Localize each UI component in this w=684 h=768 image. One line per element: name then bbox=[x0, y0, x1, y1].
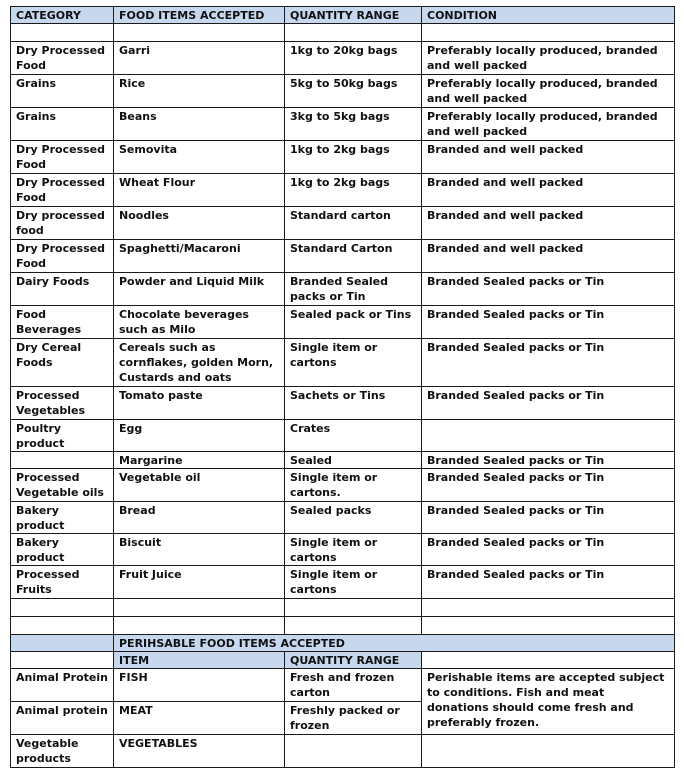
row-quantity: 1kg to 20kg bags bbox=[285, 42, 422, 75]
row-food-item: Beans bbox=[114, 108, 285, 141]
row-food-item: Rice bbox=[114, 75, 285, 108]
row-condition: Branded Sealed packs or Tin bbox=[422, 387, 675, 420]
document-page bbox=[10, 6, 675, 768]
row-quantity: Branded Sealed packs or Tin bbox=[285, 273, 422, 306]
row-condition: Preferably locally produced, branded and well packed bbox=[422, 108, 675, 141]
row-category: Grains bbox=[11, 108, 114, 141]
table-row bbox=[11, 240, 675, 273]
perishable-item-header: ITEM bbox=[114, 652, 285, 669]
row-category: Dairy Foods bbox=[11, 273, 114, 306]
row-condition bbox=[422, 420, 675, 452]
row-category: Dry Processed Food bbox=[11, 240, 114, 273]
perishable-item: FISH bbox=[114, 669, 285, 702]
row-category: Processed Vegetables bbox=[11, 387, 114, 420]
row-food-item: Garri bbox=[114, 42, 285, 75]
row-quantity: 1kg to 2kg bags bbox=[285, 141, 422, 174]
row-quantity: Single item or cartons bbox=[285, 534, 422, 566]
header-food-items: FOOD ITEMS ACCEPTED bbox=[114, 7, 285, 24]
row-category: Processed Fruits bbox=[11, 566, 114, 599]
table-row bbox=[11, 141, 675, 174]
row-category: Poultry product bbox=[11, 420, 114, 452]
row-condition: Branded Sealed packs or Tin bbox=[422, 534, 675, 566]
row-quantity: 1kg to 2kg bags bbox=[285, 174, 422, 207]
row-category bbox=[11, 452, 114, 469]
row-condition: Branded and well packed bbox=[422, 207, 675, 240]
perishable-title: PERIHSABLE FOOD ITEMS ACCEPTED bbox=[114, 635, 675, 652]
row-quantity: Single item or cartons bbox=[285, 339, 422, 387]
row-food-item: Cereals such as cornflakes, golden Morn, Custards and oats bbox=[114, 339, 285, 387]
row-quantity: Standard Carton bbox=[285, 240, 422, 273]
table-row bbox=[11, 387, 675, 420]
row-food-item: Vegetable oil bbox=[114, 469, 285, 502]
perishable-row bbox=[11, 735, 675, 768]
row-condition: Branded Sealed packs or Tin bbox=[422, 469, 675, 502]
table-row bbox=[11, 452, 675, 469]
row-quantity: Standard carton bbox=[285, 207, 422, 240]
table-row bbox=[11, 339, 675, 387]
perishable-category: Animal Protein bbox=[11, 669, 114, 702]
header-condition: CONDITION bbox=[422, 7, 675, 24]
row-category: Grains bbox=[11, 75, 114, 108]
row-quantity: Single item or cartons bbox=[285, 566, 422, 599]
row-quantity: Single item or cartons. bbox=[285, 469, 422, 502]
row-category: Dry Processed Food bbox=[11, 174, 114, 207]
row-condition: Branded Sealed packs or Tin bbox=[422, 566, 675, 599]
row-quantity: Sealed packs bbox=[285, 502, 422, 534]
table-row bbox=[11, 534, 675, 566]
table-row bbox=[11, 306, 675, 339]
row-quantity: Sealed bbox=[285, 452, 422, 469]
table-row bbox=[11, 469, 675, 502]
row-condition: Branded and well packed bbox=[422, 174, 675, 207]
row-quantity: Crates bbox=[285, 420, 422, 452]
row-category: Food Beverages bbox=[11, 306, 114, 339]
row-category: Processed Vegetable oils bbox=[11, 469, 114, 502]
perishable-note: Perishable items are accepted subject to conditions. Fish and meat donations should come fresh and preferably frozen. bbox=[422, 669, 675, 735]
row-quantity: Sealed pack or Tins bbox=[285, 306, 422, 339]
row-food-item: Wheat Flour bbox=[114, 174, 285, 207]
perishable-quantity bbox=[285, 735, 422, 768]
spacer-row bbox=[11, 617, 675, 635]
table-header-row bbox=[11, 7, 675, 24]
perishable-quantity-header: QUANTITY RANGE bbox=[285, 652, 422, 669]
table-row bbox=[11, 174, 675, 207]
row-category: Dry processed food bbox=[11, 207, 114, 240]
row-quantity: Sachets or Tins bbox=[285, 387, 422, 420]
spacer-row bbox=[11, 24, 675, 42]
row-food-item: Margarine bbox=[114, 452, 285, 469]
food-items-table bbox=[10, 6, 675, 768]
row-food-item: Noodles bbox=[114, 207, 285, 240]
row-condition: Preferably locally produced, branded and well packed bbox=[422, 42, 675, 75]
table-row bbox=[11, 42, 675, 75]
perishable-header-row bbox=[11, 635, 675, 652]
perishable-category: Vegetable products bbox=[11, 735, 114, 768]
table-row bbox=[11, 273, 675, 306]
perishable-subheader-row bbox=[11, 652, 675, 669]
row-food-item: Fruit Juice bbox=[114, 566, 285, 599]
row-food-item: Semovita bbox=[114, 141, 285, 174]
table-row bbox=[11, 420, 675, 452]
row-condition: Branded and well packed bbox=[422, 240, 675, 273]
perishable-quantity: Freshly packed or frozen bbox=[285, 702, 422, 735]
row-condition: Branded Sealed packs or Tin bbox=[422, 273, 675, 306]
table-row bbox=[11, 502, 675, 534]
row-quantity: 5kg to 50kg bags bbox=[285, 75, 422, 108]
row-food-item: Egg bbox=[114, 420, 285, 452]
perishable-item: MEAT bbox=[114, 702, 285, 735]
table-row bbox=[11, 108, 675, 141]
row-food-item: Powder and Liquid Milk bbox=[114, 273, 285, 306]
perishable-item: VEGETABLES bbox=[114, 735, 285, 768]
row-food-item: Spaghetti/Macaroni bbox=[114, 240, 285, 273]
row-food-item: Chocolate beverages such as Milo bbox=[114, 306, 285, 339]
perishable-row bbox=[11, 669, 675, 702]
row-condition: Branded Sealed packs or Tin bbox=[422, 339, 675, 387]
perishable-category: Animal protein bbox=[11, 702, 114, 735]
row-food-item: Bread bbox=[114, 502, 285, 534]
table-row bbox=[11, 207, 675, 240]
row-category: Dry Cereal Foods bbox=[11, 339, 114, 387]
row-category: Dry Processed Food bbox=[11, 141, 114, 174]
table-row bbox=[11, 75, 675, 108]
row-food-item: Biscuit bbox=[114, 534, 285, 566]
row-category: Dry Processed Food bbox=[11, 42, 114, 75]
row-quantity: 3kg to 5kg bags bbox=[285, 108, 422, 141]
row-category: Bakery product bbox=[11, 534, 114, 566]
row-condition: Branded Sealed packs or Tin bbox=[422, 306, 675, 339]
header-category: CATEGORY bbox=[11, 7, 114, 24]
perishable-quantity: Fresh and frozen carton bbox=[285, 669, 422, 702]
row-condition: Branded Sealed packs or Tin bbox=[422, 452, 675, 469]
row-condition: Preferably locally produced, branded and well packed bbox=[422, 75, 675, 108]
row-food-item: Tomato paste bbox=[114, 387, 285, 420]
table-row bbox=[11, 566, 675, 599]
row-condition: Branded Sealed packs or Tin bbox=[422, 502, 675, 534]
row-category: Bakery product bbox=[11, 502, 114, 534]
spacer-row bbox=[11, 599, 675, 617]
header-quantity: QUANTITY RANGE bbox=[285, 7, 422, 24]
row-condition: Branded and well packed bbox=[422, 141, 675, 174]
